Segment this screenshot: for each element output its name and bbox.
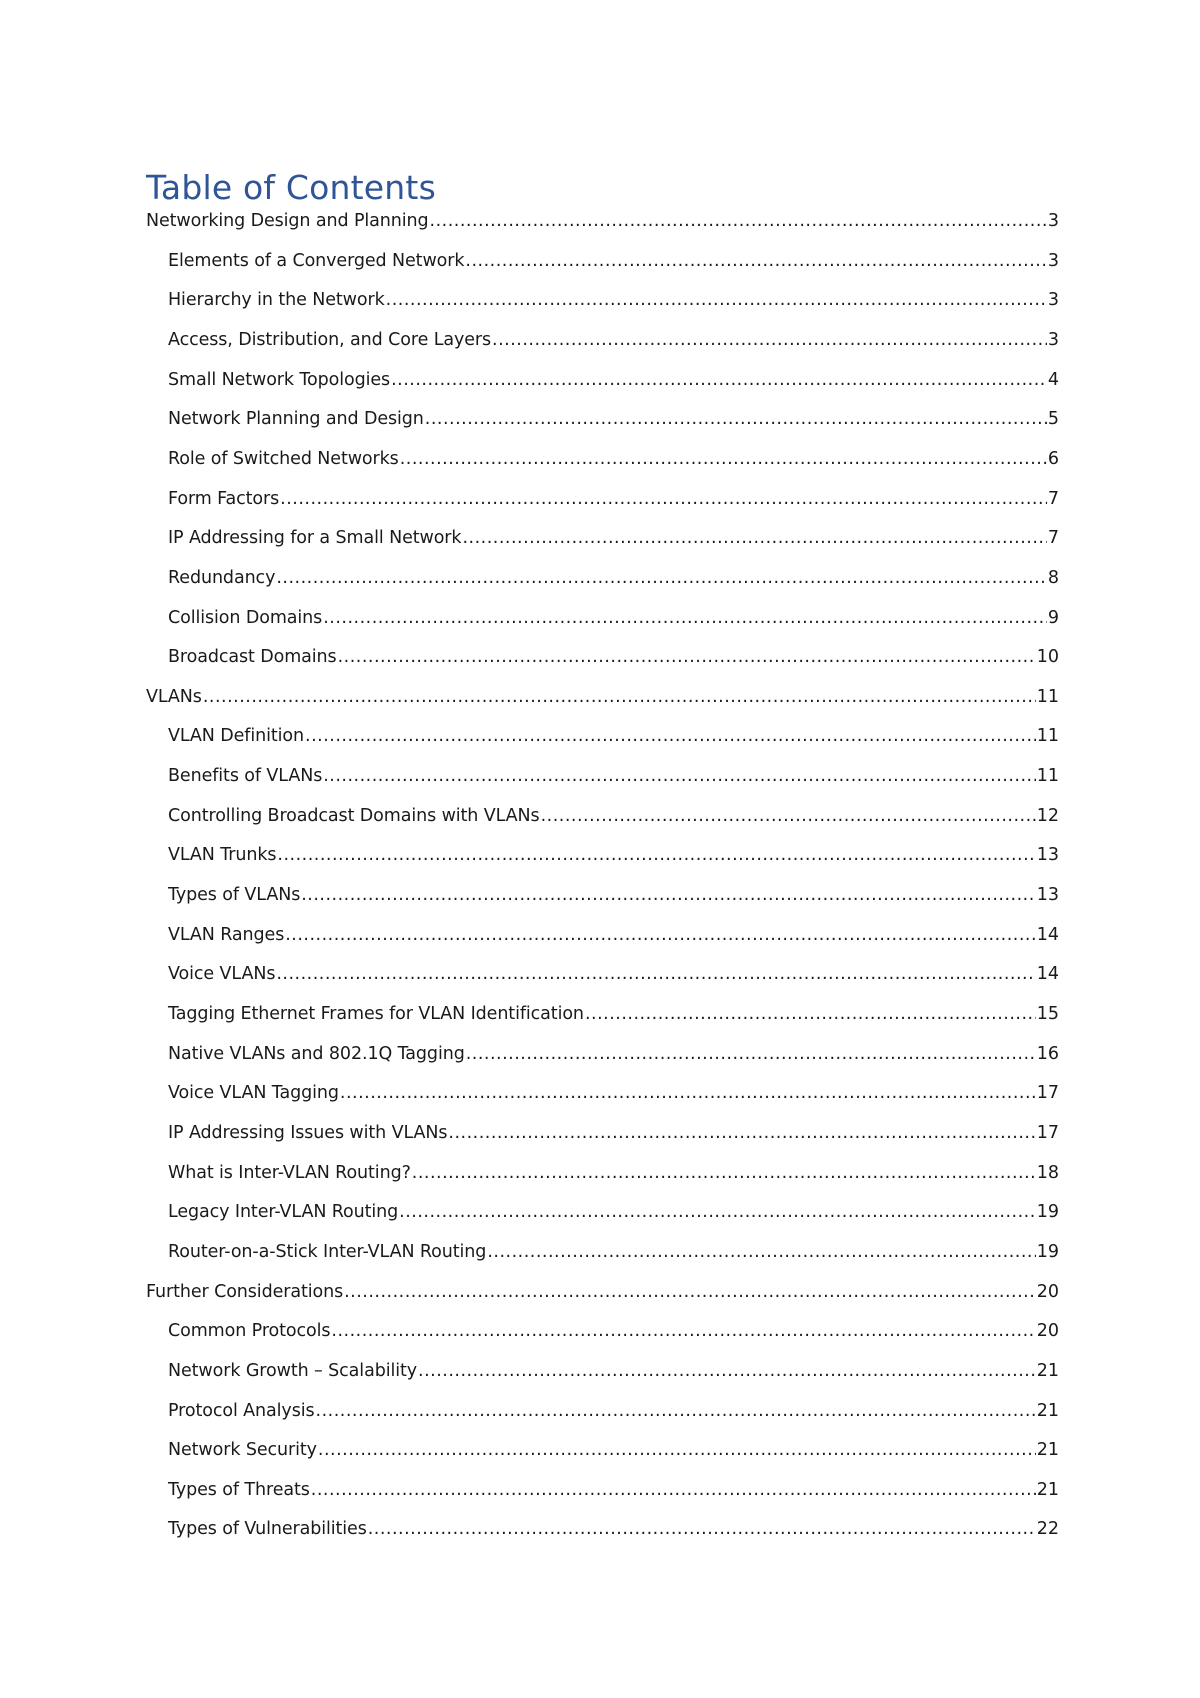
toc-entry[interactable] [168, 285, 1059, 315]
toc-entry[interactable] [168, 1237, 1059, 1267]
dot-leader [331, 1316, 1035, 1346]
toc-entry-page-number: 20 [1036, 1321, 1059, 1342]
dot-leader [368, 1514, 1036, 1544]
toc-entry[interactable] [168, 1396, 1059, 1426]
toc-entry-label: IP Addressing Issues with VLANs [168, 1122, 448, 1143]
toc-entry[interactable] [168, 523, 1059, 553]
toc-entry[interactable] [168, 1197, 1059, 1227]
toc-entry-label: Access, Distribution, and Core Layers [168, 329, 492, 350]
toc-entry-page-number: 10 [1036, 647, 1059, 668]
toc-title: Table of Contents [146, 168, 436, 207]
dot-leader [318, 1435, 1036, 1465]
toc-entry-label: Network Growth – Scalability [168, 1360, 418, 1381]
toc-entry[interactable] [168, 1158, 1059, 1188]
toc-entry-page-number: 4 [1047, 369, 1059, 390]
toc-entry-page-number: 12 [1036, 805, 1059, 826]
toc-entry-page-number: 20 [1036, 1281, 1059, 1302]
toc-entry-label: What is Inter-VLAN Routing? [168, 1162, 411, 1183]
toc-entry-page-number: 19 [1036, 1241, 1059, 1262]
toc-entry-page-number: 16 [1036, 1043, 1059, 1064]
dot-leader [487, 1237, 1035, 1267]
dot-leader [465, 246, 1046, 276]
toc-entry-page-number: 5 [1047, 409, 1059, 430]
toc-entry-page-number: 17 [1036, 1122, 1059, 1143]
toc-entry-label: Form Factors [168, 488, 280, 509]
toc-entry-page-number: 18 [1036, 1162, 1059, 1183]
toc-entry[interactable] [168, 1039, 1059, 1069]
dot-leader [430, 206, 1047, 236]
toc-entry[interactable] [168, 1514, 1059, 1544]
dot-leader [276, 959, 1035, 989]
toc-entry-page-number: 7 [1047, 488, 1059, 509]
toc-entry-page-number: 21 [1036, 1360, 1059, 1381]
toc-entry-label: Types of VLANs [168, 885, 301, 906]
toc-entry-label: Network Planning and Design [168, 409, 424, 430]
toc-entry-label: Router-on-a-Stick Inter-VLAN Routing [168, 1241, 487, 1262]
toc-entry[interactable] [168, 642, 1059, 672]
toc-entry-label: Voice VLAN Tagging [168, 1083, 339, 1104]
dot-leader [492, 325, 1047, 355]
toc-entry-page-number: 3 [1047, 211, 1059, 231]
toc-entry-label: Redundancy [168, 567, 276, 588]
toc-entry-page-number: 21 [1036, 1400, 1059, 1421]
dot-leader [418, 1356, 1036, 1386]
toc-entry-page-number: 21 [1036, 1440, 1059, 1461]
toc-entry[interactable] [168, 801, 1059, 831]
dot-leader [316, 1396, 1036, 1426]
toc-entry[interactable] [168, 603, 1059, 633]
dot-leader [203, 682, 1036, 712]
toc-entry[interactable] [168, 1435, 1059, 1465]
toc-entry-label: Common Protocols [168, 1321, 331, 1342]
toc-entry-label: IP Addressing for a Small Network [168, 528, 462, 549]
toc-entry-label: VLANs [146, 686, 202, 707]
dot-leader [585, 999, 1036, 1029]
toc-entry-label: Tagging Ethernet Frames for VLAN Identification [168, 1004, 584, 1024]
toc-entry[interactable] [168, 920, 1059, 950]
toc-entry[interactable] [168, 1356, 1059, 1386]
toc-entry-page-number: 15 [1036, 1004, 1059, 1024]
toc-entry[interactable] [146, 206, 1059, 236]
toc-entry-label: Further Considerations [146, 1281, 344, 1302]
toc-entry[interactable] [168, 721, 1059, 751]
toc-entry-page-number: 17 [1036, 1083, 1059, 1104]
toc-entry-page-number: 14 [1036, 964, 1059, 985]
dot-leader [323, 603, 1047, 633]
toc-entry-page-number: 19 [1036, 1202, 1059, 1223]
dot-leader [311, 1475, 1036, 1505]
toc-entry-page-number: 13 [1036, 845, 1059, 866]
toc-entry-label: Benefits of VLANs [168, 766, 323, 787]
toc-entry-page-number: 8 [1047, 567, 1059, 588]
toc-entry-label: Controlling Broadcast Domains with VLANs [168, 805, 540, 826]
toc-entry-page-number: 3 [1047, 250, 1059, 271]
toc-entry[interactable] [146, 1277, 1059, 1307]
toc-entry[interactable] [168, 444, 1059, 474]
toc-entry-page-number: 3 [1047, 329, 1059, 350]
toc-entry[interactable] [168, 1078, 1059, 1108]
toc-entry[interactable] [168, 246, 1059, 276]
dot-leader [425, 404, 1047, 434]
toc-entry-label: Small Network Topologies [168, 369, 391, 390]
toc-entry-label: Native VLANs and 802.1Q Tagging [168, 1043, 465, 1064]
toc-entry-label: Broadcast Domains [168, 647, 337, 668]
toc-entry-page-number: 9 [1047, 607, 1059, 628]
toc-entry[interactable] [168, 325, 1059, 355]
dot-leader [412, 1158, 1036, 1188]
toc-entry[interactable] [168, 761, 1059, 791]
toc-entry[interactable] [168, 959, 1059, 989]
toc-entry-label: Protocol Analysis [168, 1400, 315, 1421]
toc-entry-page-number: 11 [1036, 766, 1059, 787]
dot-leader [448, 1118, 1035, 1148]
toc-entry-page-number: 6 [1047, 448, 1059, 469]
dot-leader [285, 920, 1035, 950]
toc-entry[interactable] [168, 1118, 1059, 1148]
toc-entry-page-number: 11 [1036, 686, 1059, 707]
toc-entry[interactable] [168, 840, 1059, 870]
toc-entry[interactable] [168, 1475, 1059, 1505]
dot-leader [400, 444, 1047, 474]
dot-leader [391, 365, 1047, 395]
toc-entry-page-number: 14 [1036, 924, 1059, 945]
toc-entry-page-number: 3 [1047, 290, 1059, 311]
toc-entry[interactable] [146, 682, 1059, 712]
toc-entry-label: Hierarchy in the Network [168, 290, 385, 311]
toc-entry[interactable] [168, 999, 1059, 1029]
toc-entry-page-number: 7 [1047, 528, 1059, 549]
toc-entry-label: Network Security [168, 1440, 317, 1461]
toc-entry-label: Types of Vulnerabilities [168, 1519, 367, 1540]
toc-entry[interactable] [168, 365, 1059, 395]
dot-leader [276, 563, 1047, 593]
toc-entry-page-number: 11 [1036, 726, 1059, 747]
toc-entry-label: Legacy Inter-VLAN Routing [168, 1202, 399, 1223]
dot-leader [277, 840, 1035, 870]
toc-entry-label: Collision Domains [168, 607, 323, 628]
toc-entry-label: Elements of a Converged Network [168, 250, 465, 271]
toc-entry-page-number: 22 [1036, 1519, 1059, 1540]
dot-leader [280, 484, 1047, 514]
dot-leader [399, 1197, 1036, 1227]
toc-entry-label: Role of Switched Networks [168, 448, 399, 469]
toc-entry[interactable] [168, 880, 1059, 910]
toc-entry[interactable] [168, 404, 1059, 434]
toc-entry[interactable] [168, 563, 1059, 593]
toc-entry-page-number: 21 [1036, 1479, 1059, 1500]
dot-leader [462, 523, 1046, 553]
dot-leader [305, 721, 1036, 751]
dot-leader [340, 1078, 1036, 1108]
toc-entry[interactable] [168, 1316, 1059, 1346]
toc-entry-label: Voice VLANs [168, 964, 276, 985]
dot-leader [541, 801, 1036, 831]
dot-leader [301, 880, 1036, 910]
dot-leader [466, 1039, 1036, 1069]
dot-leader [344, 1277, 1036, 1307]
toc-entry-label: VLAN Ranges [168, 924, 285, 945]
toc-entry-label: Types of Threats [168, 1479, 310, 1500]
dot-leader [323, 761, 1035, 791]
toc-entry-page-number: 13 [1036, 885, 1059, 906]
dot-leader [386, 285, 1047, 315]
toc-entry-label: Networking Design and Planning [146, 211, 429, 231]
dot-leader [338, 642, 1036, 672]
toc-entry-label: VLAN Definition [168, 726, 304, 747]
toc-entry-label: VLAN Trunks [168, 845, 277, 866]
toc-entry[interactable] [168, 484, 1059, 514]
